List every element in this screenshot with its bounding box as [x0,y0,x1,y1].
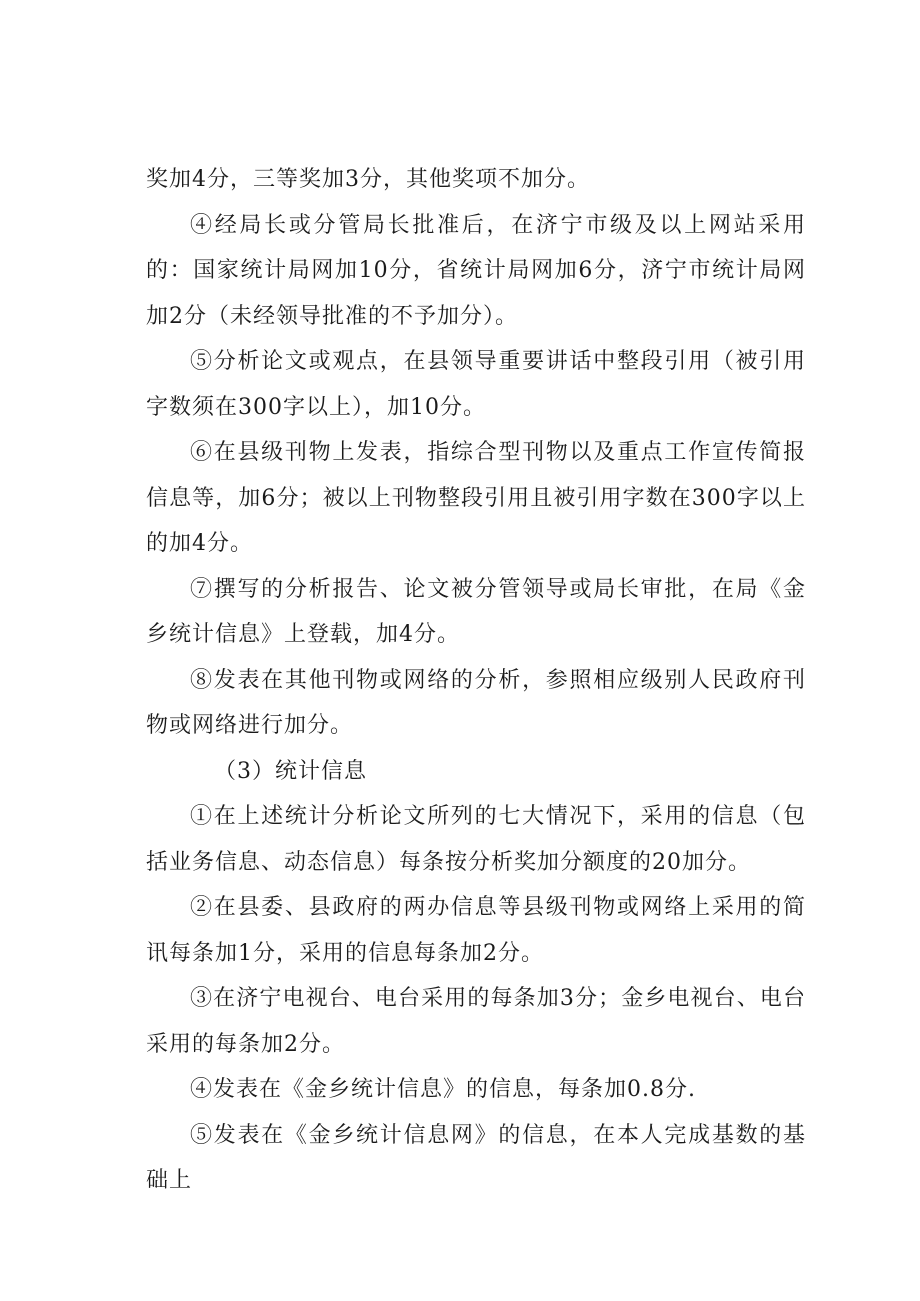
paragraph-continuation: 奖加4分，三等奖加3分，其他奖项不加分。 [146,167,590,192]
paragraph-item-8-other-publication: ⑧发表在其他刊物或网络的分析，参照相应级别人民政府刊物或网络进行加分。 [146,667,806,738]
paragraph-info-item-1: ①在上述统计分析论文所列的七大情况下，采用的信息（包括业务信息、动态信息）每条按分析奖加分额度的20加分。 [146,804,806,875]
paragraph-item-4-website: ④经局长或分管局长批准后，在济宁市级及以上网站采用的：国家统计局网加10分，省统计局网加6分，济宁市统计局网加2分（未经领导批准的不予加分）。 [146,212,806,329]
paragraph-info-item-5: ⑤发表在《金乡统计信息网》的信息，在本人完成基数的基础上 [146,1122,806,1193]
document-body [146,157,806,1204]
paragraph-item-6-county-publication: ⑥在县级刊物上发表，指综合型刊物以及重点工作宣传简报信息等，加6分；被以上刊物整段引用且被引用字数在300字以上的加4分。 [146,440,806,556]
paragraph-item-7-report: ⑦撰写的分析报告、论文被分管领导或局长审批，在局《金乡统计信息》上登载，加4分。 [146,576,806,647]
paragraph-info-item-4: ④发表在《金乡统计信息》的信息，每条加0.8分. [190,1077,696,1102]
section-heading-statistical-info: （3）统计信息 [214,758,367,784]
paragraph-item-5-speech-citation: ⑤分析论文或观点，在县领导重要讲话中整段引用（被引用字数须在300字以上），加10分。 [146,349,806,420]
paragraph-info-item-2: ②在县委、县政府的两办信息等县级刊物或网络上采用的简讯每条加1分，采用的信息每条加2分。 [146,895,806,966]
paragraph-info-item-3: ③在济宁电视台、电台采用的每条加3分；金乡电视台、电台采用的每条加2分。 [146,986,806,1057]
